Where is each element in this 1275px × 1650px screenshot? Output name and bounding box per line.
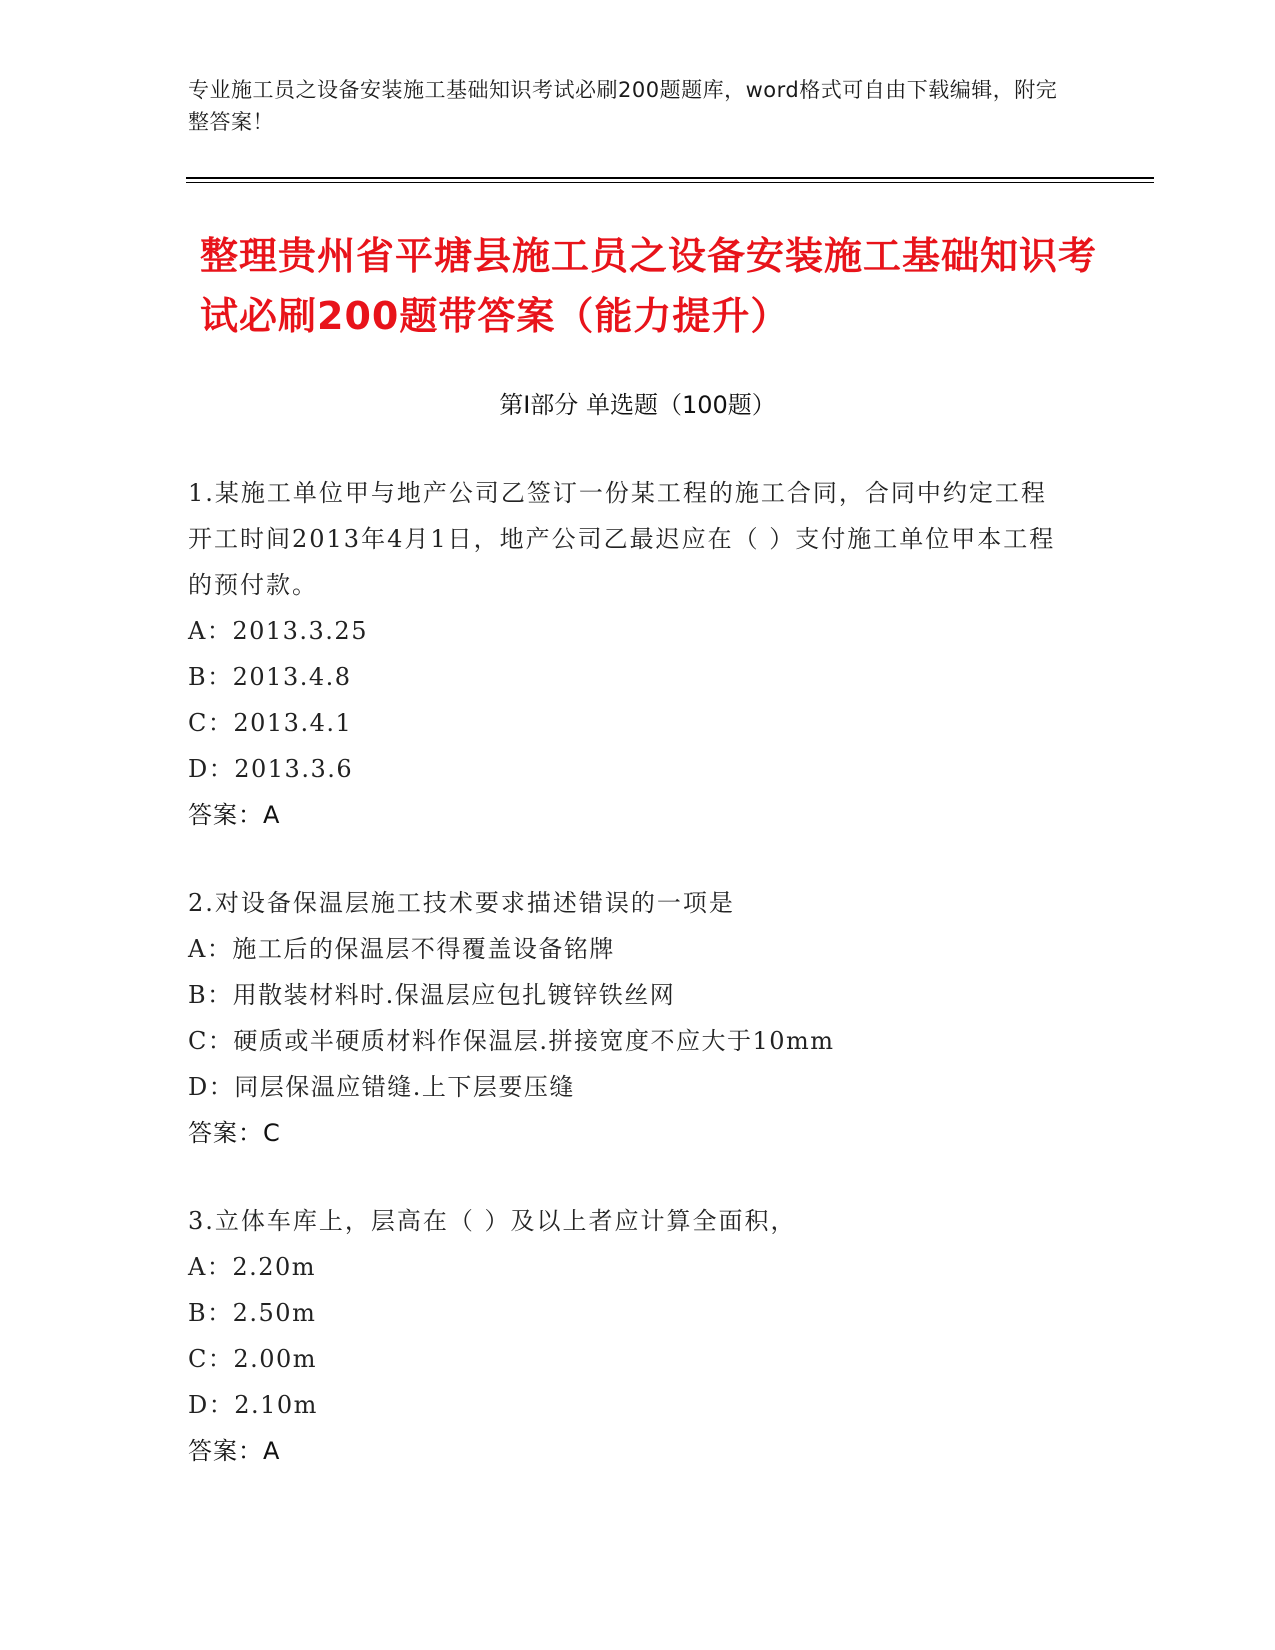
option-d: D：同层保温应错缝.上下层要压缝 [188, 1073, 575, 1101]
answer: 答案：A [188, 801, 281, 829]
option-a: A：施工后的保温层不得覆盖设备铭牌 [188, 935, 615, 963]
option-c: C：硬质或半硬质材料作保温层.拼接宽度不应大于10mm [188, 1027, 835, 1055]
question-2 [188, 880, 1068, 1156]
question-1 [188, 470, 1068, 838]
option-b: B：2.50m [188, 1299, 317, 1327]
question-stem: 1.某施工单位甲与地产公司乙签订一份某工程的施工合同，合同中约定工程开工时间2013年4月1日，地产公司乙最迟应在（ ）支付施工单位甲本工程的预付款。 [188, 479, 1056, 599]
answer: 答案：C [188, 1119, 281, 1147]
option-a: A：2.20m [188, 1253, 317, 1281]
document-title: 整理贵州省平塘县施工员之设备安装施工基础知识考试必刷200题带答案（能力提升） [200, 234, 1098, 338]
question-stem: 2.对设备保温层施工技术要求描述错误的一项是 [188, 889, 735, 917]
question-3 [188, 1198, 1068, 1474]
header-text: 专业施工员之设备安装施工基础知识考试必刷200题题库，word格式可自由下载编辑，附完整答案！ [188, 78, 1058, 134]
section-heading: 第Ⅰ部分 单选题（100题） [499, 391, 776, 419]
option-d: D：2013.3.6 [188, 755, 354, 783]
question-stem: 3.立体车库上，层高在（ ）及以上者应计算全面积， [188, 1207, 797, 1235]
option-b: B：2013.4.8 [188, 663, 352, 691]
header-rule-thick [186, 177, 1154, 179]
option-d: D：2.10m [188, 1391, 318, 1419]
header-rule-thin [186, 182, 1154, 183]
option-a: A：2013.3.25 [188, 617, 368, 645]
option-b: B：用散装材料时.保温层应包扎镀锌铁丝网 [188, 981, 676, 1009]
answer: 答案：A [188, 1437, 281, 1465]
option-c: C：2.00m [188, 1345, 318, 1373]
option-c: C：2013.4.1 [188, 709, 353, 737]
